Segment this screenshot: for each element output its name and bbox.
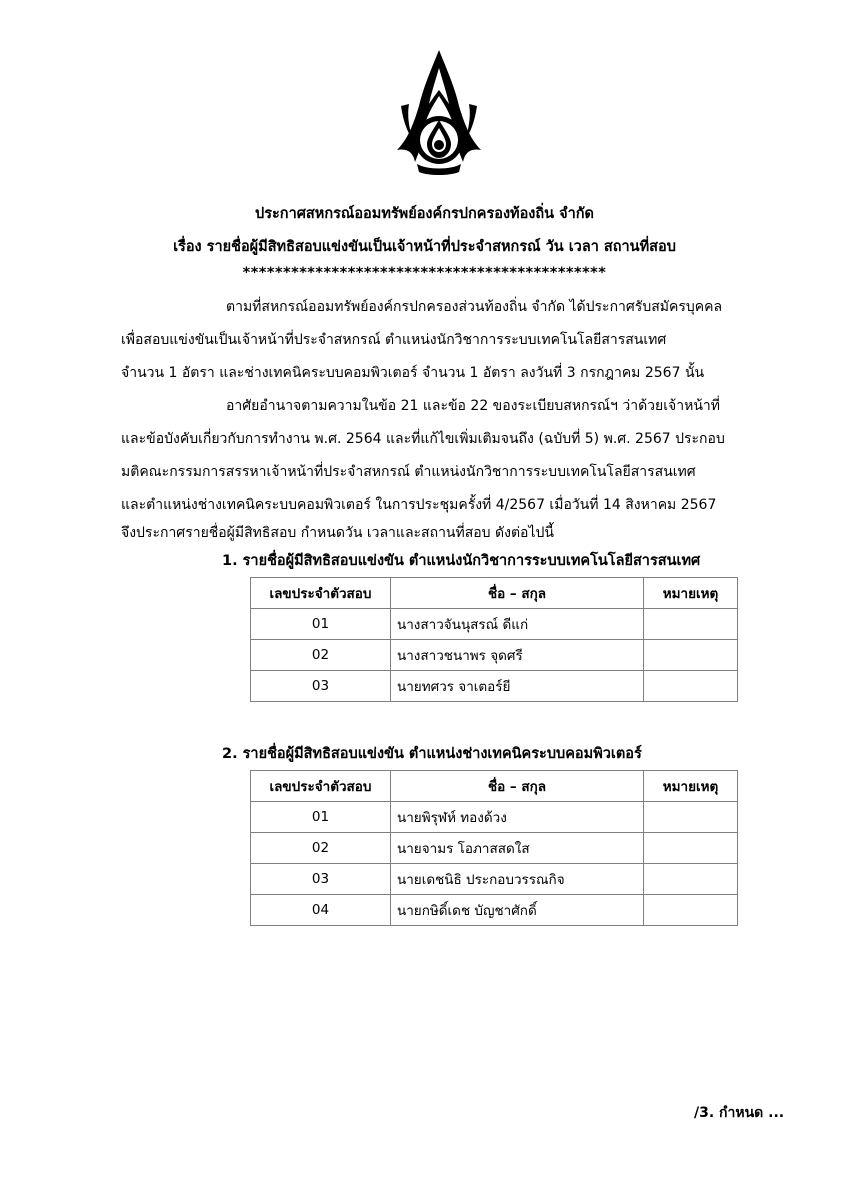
paragraph-line: ตามที่สหกรณ์ออมทรัพย์องค์กรปกครองส่วนท้องถิ่น จำกัด ได้ประกาศรับสมัครบุคคล: [226, 299, 723, 315]
column-header-note: หมายเหตุ: [644, 771, 738, 802]
exam-id-cell: 03: [251, 864, 391, 895]
table-row: [251, 609, 738, 640]
exam-id-cell: 02: [251, 640, 391, 671]
note-cell: [644, 833, 738, 864]
table-row: [251, 895, 738, 926]
paragraph-line: จำนวน 1 อัตรา และช่างเทคนิคระบบคอมพิวเตอร์ จำนวน 1 อัตรา ลงวันที่ 3 กรกฎาคม 2567 นั้น: [121, 365, 705, 381]
column-header-exam-id: เลขประจำตัวสอบ: [251, 771, 391, 802]
paragraph-line: และข้อบังคับเกี่ยวกับการทำงาน พ.ศ. 2564 และที่แก้ไขเพิ่มเติมจนถึง (ฉบับที่ 5) พ.ศ. 2567 ประกอบ: [121, 431, 725, 447]
note-cell: [644, 802, 738, 833]
name-cell: นางสาวชนาพร จุดศรี: [391, 640, 644, 671]
note-cell: [644, 864, 738, 895]
cooperative-emblem-icon: [393, 48, 485, 180]
exam-id-cell: 02: [251, 833, 391, 864]
section-2-heading: 2. รายชื่อผู้มีสิทธิสอบแข่งขัน ตำแหน่งช่างเทคนิคระบบคอมพิวเตอร์: [222, 746, 642, 762]
announcement-title: ประกาศสหกรณ์ออมทรัพย์องค์กรปกครองท้องถิ่น จำกัด: [255, 206, 594, 222]
table-header-row: [251, 578, 738, 609]
name-cell: นายจามร โอภาสสดใส: [391, 833, 644, 864]
announcement-subject: เรื่อง รายชื่อผู้มีสิทธิสอบแข่งขันเป็นเจ้าหน้าที่ประจำสหกรณ์ วัน เวลา สถานที่สอบ: [173, 239, 676, 255]
table-header-row: [251, 771, 738, 802]
exam-id-cell: 01: [251, 609, 391, 640]
name-cell: นายเดชนิธิ ประกอบวรรณกิจ: [391, 864, 644, 895]
name-cell: นางสาวจันนุสรณ์ ดีแก่: [391, 609, 644, 640]
candidate-table-1: [250, 577, 738, 702]
page-continuation-note: /3. กำหนด ...: [694, 1105, 785, 1121]
paragraph-line: อาศัยอำนาจตามความในข้อ 21 และข้อ 22 ของระเบียบสหกรณ์ฯ ว่าด้วยเจ้าหน้าที่: [226, 398, 720, 414]
note-cell: [644, 671, 738, 702]
exam-id-cell: 01: [251, 802, 391, 833]
section-1-heading: 1. รายชื่อผู้มีสิทธิสอบแข่งขัน ตำแหน่งนักวิชาการระบบเทคโนโลยีสารสนเทศ: [222, 553, 701, 569]
table-row: [251, 640, 738, 671]
column-header-name: ชื่อ – สกุล: [391, 771, 644, 802]
note-cell: [644, 895, 738, 926]
header-divider: *********************************************: [242, 265, 607, 281]
paragraph-line: เพื่อสอบแข่งขันเป็นเจ้าหน้าที่ประจำสหกรณ์ ตำแหน่งนักวิชาการระบบเทคโนโลยีสารสนเทศ: [121, 332, 667, 348]
column-header-exam-id: เลขประจำตัวสอบ: [251, 578, 391, 609]
column-header-note: หมายเหตุ: [644, 578, 738, 609]
table-row: [251, 671, 738, 702]
table-row: [251, 802, 738, 833]
name-cell: นายพิรุฬห์ ทองด้วง: [391, 802, 644, 833]
note-cell: [644, 640, 738, 671]
candidate-table-2: [250, 770, 738, 926]
exam-id-cell: 04: [251, 895, 391, 926]
table-row: [251, 833, 738, 864]
paragraph-line: จึงประกาศรายชื่อผู้มีสิทธิสอบ กำหนดวัน เวลาและสถานที่สอบ ดังต่อไปนี้: [121, 525, 554, 541]
note-cell: [644, 609, 738, 640]
column-header-name: ชื่อ – สกุล: [391, 578, 644, 609]
exam-id-cell: 03: [251, 671, 391, 702]
name-cell: นายทศวร จาเตอร์ยี: [391, 671, 644, 702]
paragraph-line: มติคณะกรรมการสรรหาเจ้าหน้าที่ประจำสหกรณ์ ตำแหน่งนักวิชาการระบบเทคโนโลยีสารสนเทศ: [121, 464, 696, 480]
table-row: [251, 864, 738, 895]
paragraph-line: และตำแหน่งช่างเทคนิคระบบคอมพิวเตอร์ ในการประชุมครั้งที่ 4/2567 เมื่อวันที่ 14 สิงหาคม 2567: [121, 497, 717, 513]
name-cell: นายกษิดิ์เดช บัญชาศักดิ์: [391, 895, 644, 926]
